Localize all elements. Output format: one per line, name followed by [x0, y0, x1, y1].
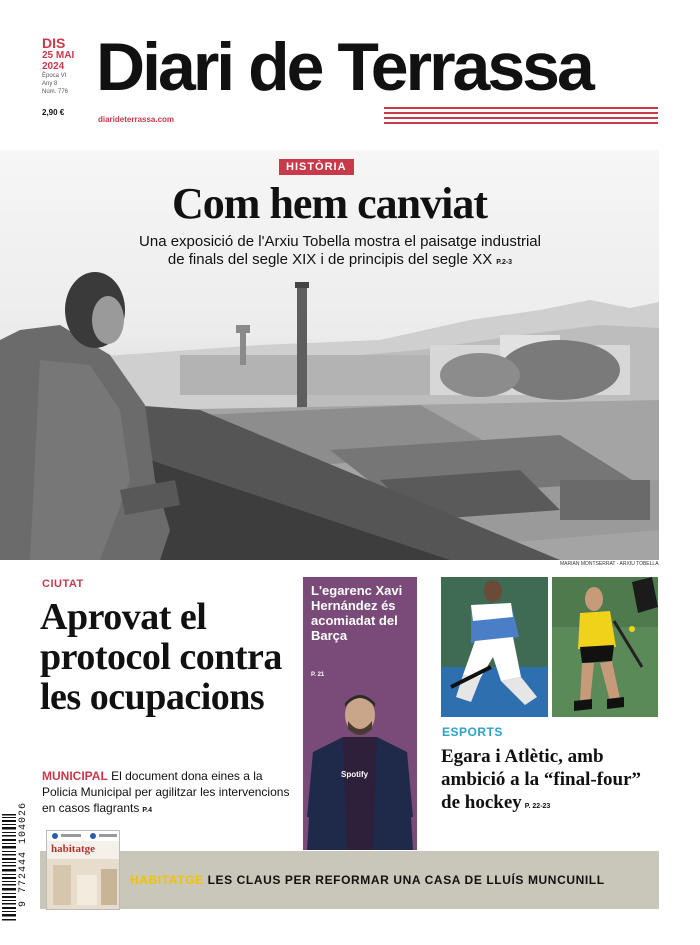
- housing-banner[interactable]: [130, 873, 605, 887]
- issue-year: 2024: [42, 61, 65, 72]
- newspaper-title: Diari de Terrassa: [96, 29, 592, 105]
- xavi-page-ref: P. 21: [311, 672, 325, 678]
- hero-headline[interactable]: Com hem canviat: [172, 179, 487, 228]
- section-label-ciutat[interactable]: CIUTAT: [42, 578, 84, 590]
- hero-subtitle-line2: de finals del segle XIX i de principis del segle XX: [167, 251, 493, 268]
- esports-headline-text: Egara i Atlètic, amb ambició a la “final-four” de hockey: [441, 746, 642, 813]
- ciutat-page-ref: P.4: [142, 807, 152, 814]
- issue-price: 2,90 €: [42, 108, 65, 117]
- section-label-esports[interactable]: ESPORTS: [442, 725, 503, 739]
- hockey-photo-atletic: [552, 577, 658, 717]
- hero-subtitle-line1: Una exposició de l'Arxiu Tobella mostra el paisatge industrial: [139, 233, 541, 250]
- xavi-headline: L'egarenc Xavi Hernández és acomiadat del Barça: [311, 583, 403, 643]
- ciutat-lead-text: El document dona eines a la Policia Municipal per agilitzar les intervencions en casos flagrants: [42, 769, 290, 815]
- hero-section-tag[interactable]: HISTÒRIA: [279, 159, 354, 175]
- banner-highlight: HABITATGE: [130, 873, 204, 887]
- housing-magazine-thumbnail: [46, 830, 120, 910]
- issue-epoca: Època VI: [42, 73, 67, 79]
- issue-day: DIS: [42, 35, 66, 51]
- barcode-number: 9 772444 104026: [18, 801, 29, 907]
- masthead-meta: [42, 36, 102, 117]
- hockey-photo-egara: [441, 577, 548, 717]
- photo-credit: MARIAN MONTSERRAT - ARXIU TOBELLA: [560, 561, 659, 567]
- hero-page-ref: P.2-3: [496, 259, 513, 266]
- xavi-photo: [303, 677, 417, 850]
- issue-any: Any 8: [42, 81, 58, 87]
- esports-headline[interactable]: [441, 745, 661, 814]
- hero-photo: [0, 150, 659, 560]
- barcode: [2, 812, 16, 922]
- hero-subtitle: [60, 233, 620, 269]
- issue-date: 25 MAI: [42, 50, 75, 61]
- masthead-rule-lines: [384, 107, 658, 127]
- esports-page-ref: P. 22-23: [524, 803, 551, 810]
- magazine-title: habitatge: [51, 843, 95, 855]
- issue-number: Núm. 776: [42, 89, 69, 95]
- newspaper-url[interactable]: diarideterrassa.com: [98, 115, 175, 124]
- banner-text: LES CLAUS PER REFORMAR UNA CASA DE LLUÍS MUNCUNILL: [207, 873, 605, 887]
- xavi-story-box[interactable]: [303, 577, 417, 850]
- shirt-sponsor: Spotify: [341, 770, 369, 779]
- ciutat-lead: [42, 768, 292, 816]
- ciutat-headline[interactable]: Aprovat el protocol contra les ocupacions: [40, 596, 282, 718]
- ciutat-kicker: MUNICIPAL: [42, 769, 108, 783]
